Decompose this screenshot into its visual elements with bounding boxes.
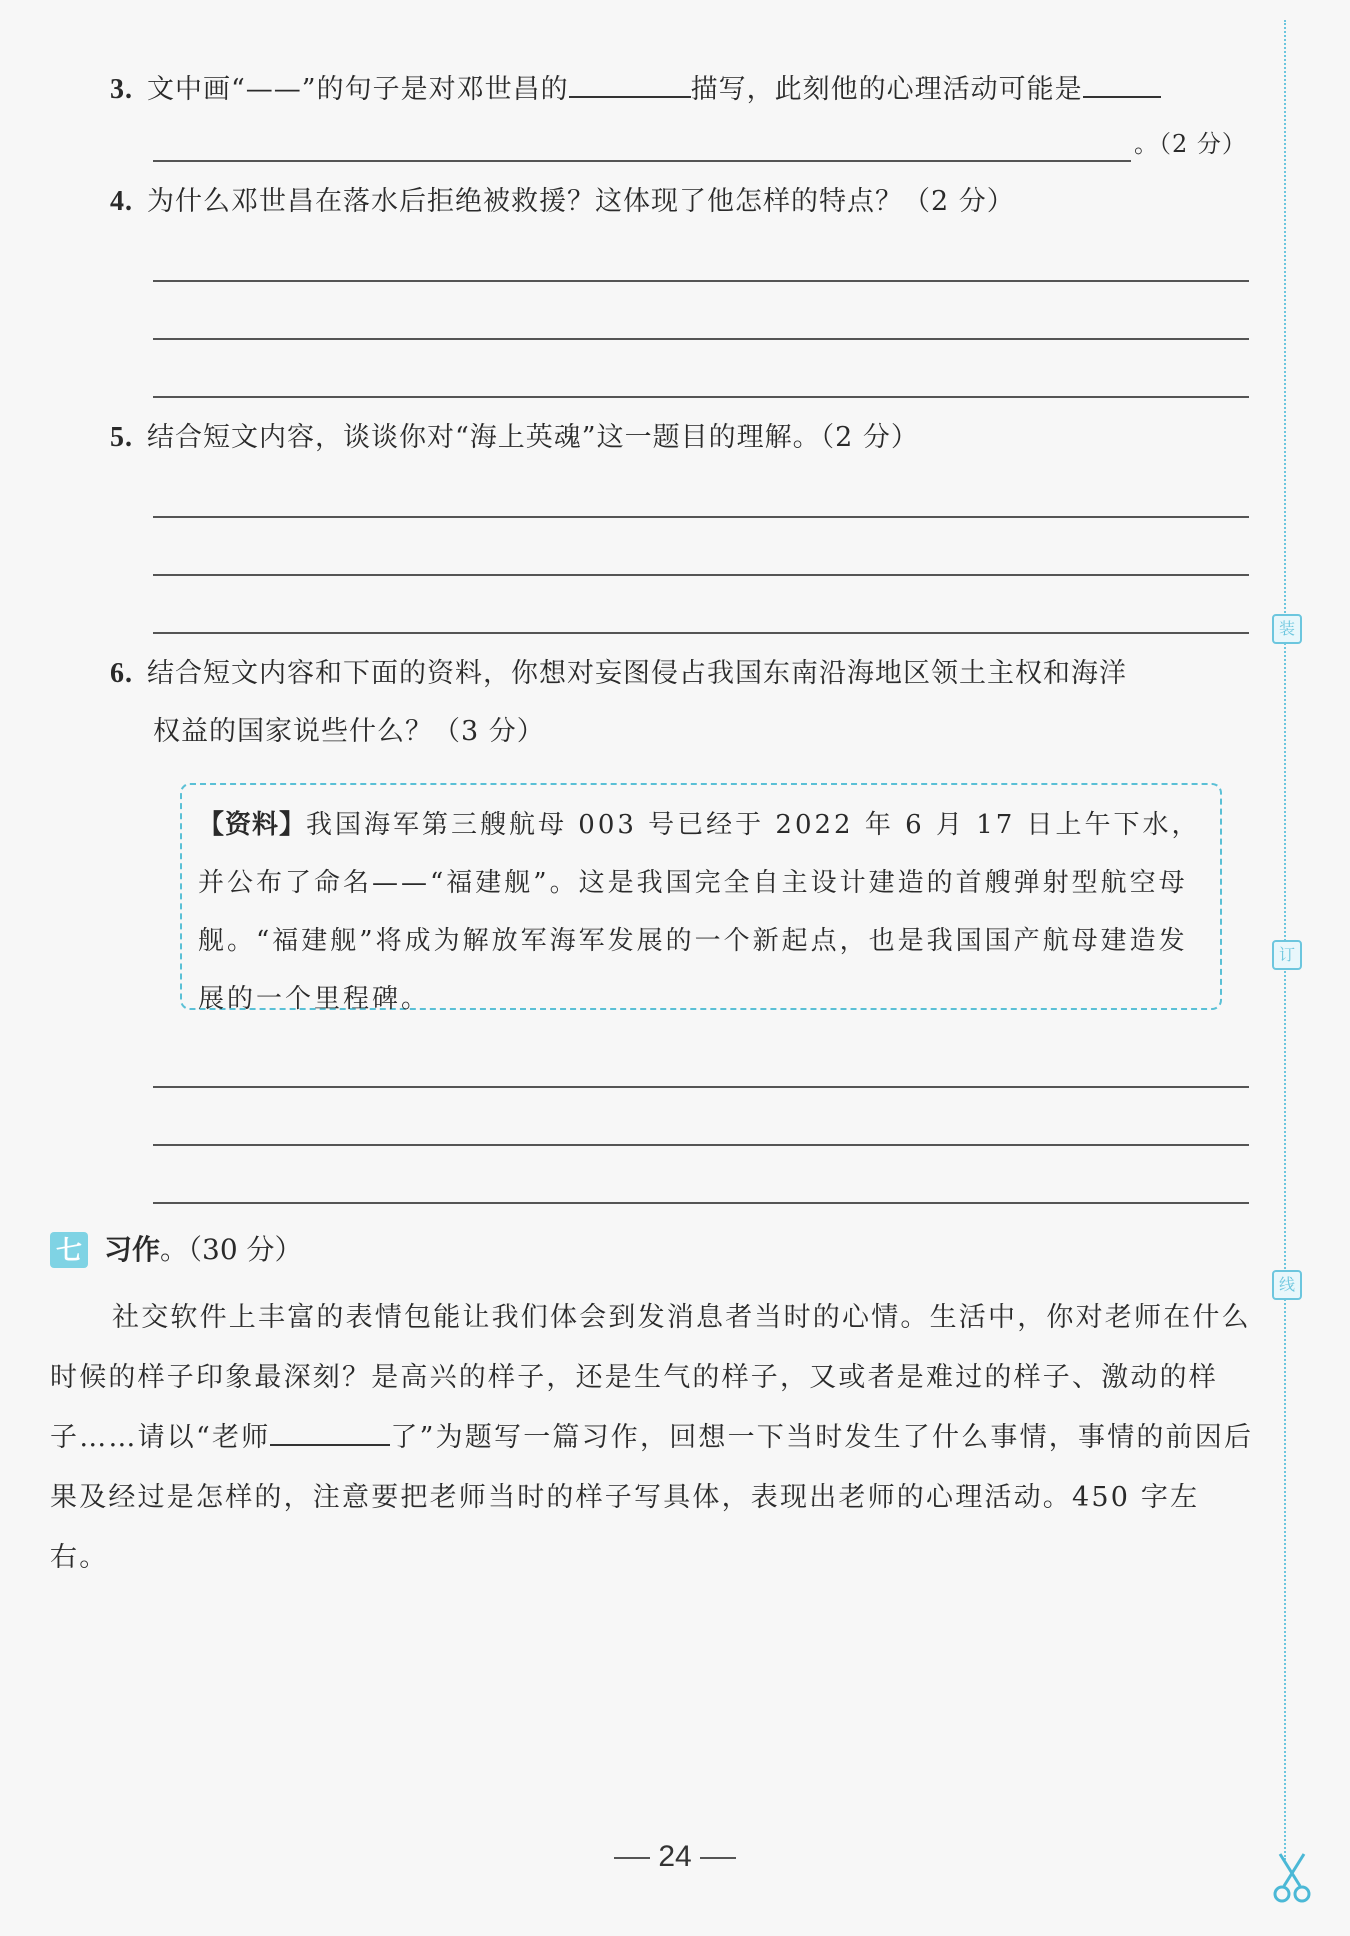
question-6	[110, 654, 1127, 694]
question-number: 3.	[110, 74, 133, 105]
margin-label-xian: 线	[1272, 1270, 1302, 1300]
margin-label-ding: 订	[1272, 940, 1302, 970]
section-title	[104, 1228, 303, 1272]
answer-blank[interactable]	[569, 66, 691, 98]
material-tag: 【资料】	[198, 809, 307, 839]
answer-line[interactable]	[153, 632, 1249, 634]
material-text: 我国海军第三艘航母 003 号已经于 2022 年 6 月 17 日上午下水，并公布了命名——“福建舰”。这是我国完全自主设计建造的首艘弹射型航空母舰。“福建舰”将成为解放军海军发展的一个新起点，也是我国国产航母建造发展的一个里程碑。	[198, 810, 1201, 1014]
question-text: 描写，此刻他的心理活动可能是	[690, 74, 1083, 105]
question-number: 5.	[110, 422, 133, 453]
answer-blank[interactable]	[1083, 66, 1161, 98]
answer-line[interactable]	[153, 1202, 1249, 1204]
prompt-text: 了”为题写一篇习作，回想一下当时发生了什么事情，事情的前因后果及经过是怎样的，注意要把老师当时的样子写具体，表现出老师的心理活动。450 字左右。	[50, 1422, 1254, 1573]
section-score: 。（30 分）	[160, 1233, 303, 1266]
question-text: 文中画“——”的句子是对邓世昌的	[147, 74, 569, 105]
score-note: 。（2 分）	[1134, 130, 1247, 158]
question-number: 6.	[110, 658, 133, 689]
writing-prompt	[50, 1288, 1254, 1588]
question-number: 4.	[110, 186, 133, 217]
question-text: 结合短文内容和下面的资料，你想对妄图侵占我国东南沿海地区领土主权和海洋	[147, 658, 1127, 689]
question-text: 为什么邓世昌在落水后拒绝被救援？这体现了他怎样的特点？（2 分）	[147, 186, 1015, 217]
question-5	[110, 418, 919, 458]
margin-label-zhuang: 装	[1272, 614, 1302, 644]
answer-line[interactable]	[153, 160, 1131, 162]
section-title-text: 习作	[104, 1234, 161, 1265]
section-number-badge: 七	[50, 1232, 88, 1268]
question-text: 结合短文内容，谈谈你对“海上英魂”这一题目的理解。（2 分）	[147, 422, 919, 453]
answer-line[interactable]	[153, 338, 1249, 340]
question-4	[110, 182, 1015, 222]
page-number	[0, 1840, 1350, 1874]
question-3	[110, 66, 1161, 110]
answer-line[interactable]	[153, 1086, 1249, 1088]
answer-line[interactable]	[153, 516, 1249, 518]
reference-material-box	[180, 783, 1222, 1014]
answer-line[interactable]	[153, 1144, 1249, 1146]
dash-left	[614, 1857, 650, 1859]
dash-right	[700, 1857, 736, 1859]
question-text-continued: 权益的国家说些什么？（3 分）	[153, 716, 545, 747]
page-number-text: 24	[658, 1840, 692, 1873]
prompt-text: 社交软件上丰富的表情包能让我们体会到发消息者当时的心情。生活中，你对老师在什么时候的样子印象最深刻？是高兴的样子，还是生气的样子，又或者是难过的样子、激动的样子……请以“老师	[50, 1302, 1251, 1453]
title-blank[interactable]	[270, 1416, 390, 1446]
answer-line[interactable]	[153, 574, 1249, 576]
answer-line[interactable]	[153, 280, 1249, 282]
answer-line[interactable]	[153, 396, 1249, 398]
